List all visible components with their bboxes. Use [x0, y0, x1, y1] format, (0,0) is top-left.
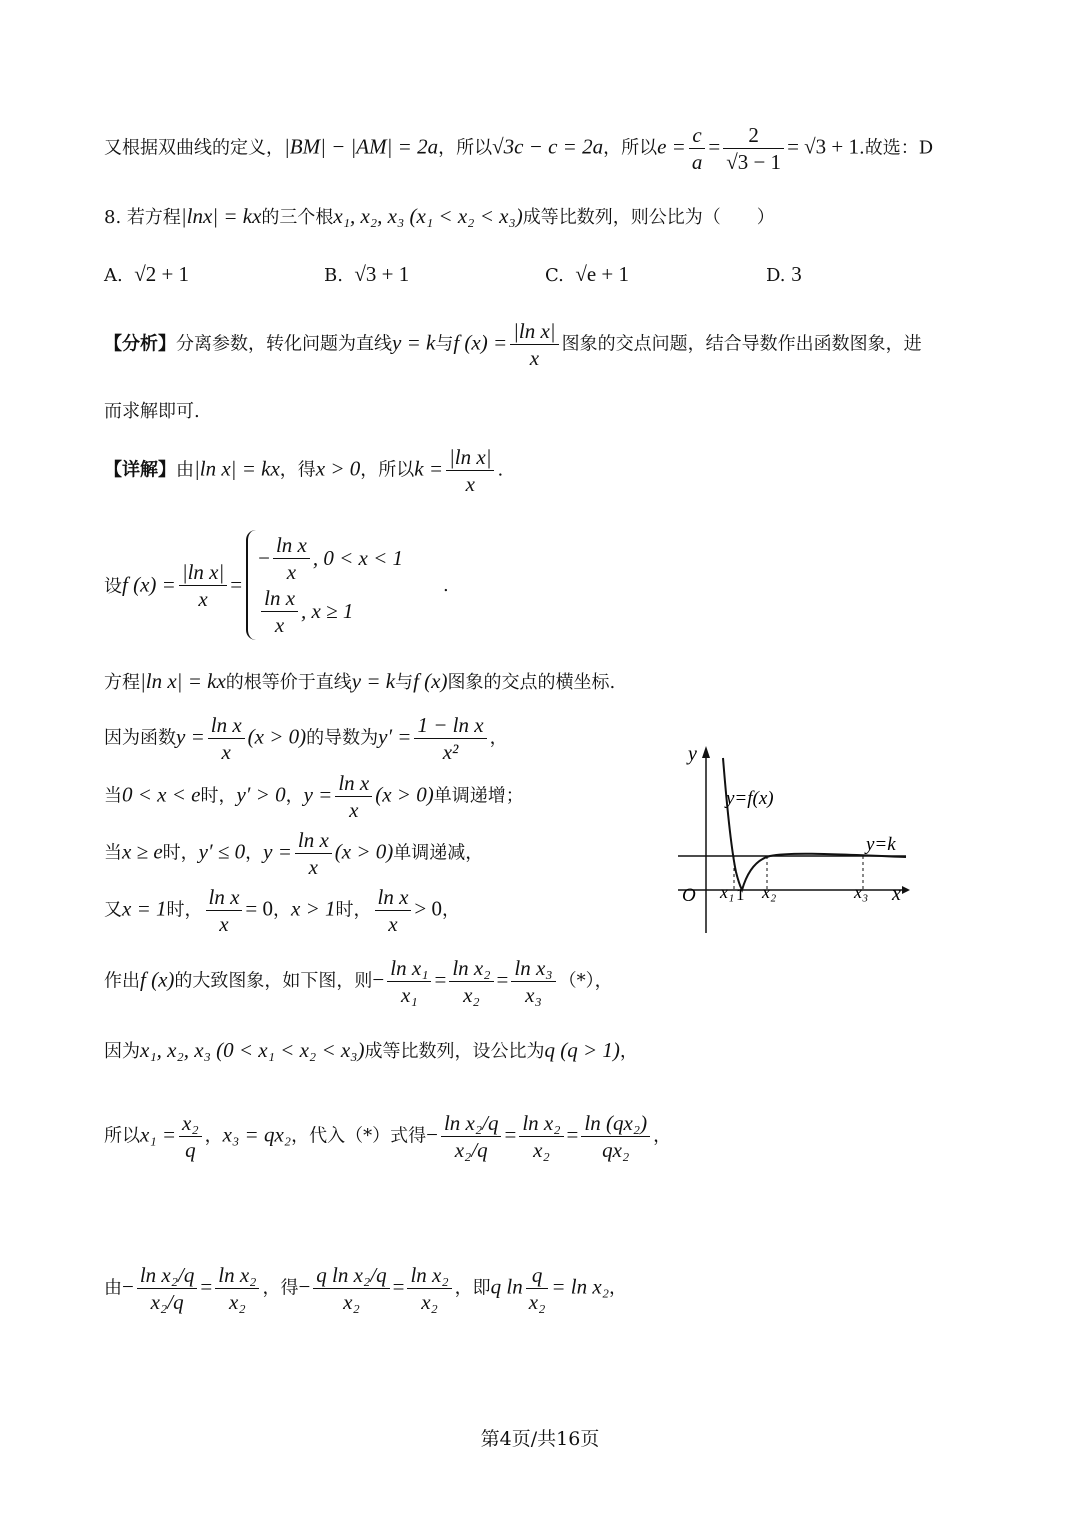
- page-footer: 第4页/共16页: [480, 1428, 600, 1450]
- text: ，所以: [603, 137, 658, 159]
- derivative-line: 因为函数y = $\frac{\text{ln x}}{x}$ (x > 0)的导数为y′ = $\frac{\text{1 − ln x}}{\text{x²}}$ ，: [104, 713, 508, 764]
- x-axis-arrow: [902, 886, 910, 894]
- fraction: $\frac{2}{√3 - 1}$: [723, 122, 784, 175]
- curve-f: [723, 758, 906, 890]
- formula: |lnx| = kx: [180, 204, 262, 228]
- option-a: A. √2 + 1: [104, 262, 190, 286]
- option-d: D. 3: [766, 262, 802, 286]
- piecewise-definition: 设f (x) = $\frac{\text{|ln x|}}{x}$ = − $\frac{\text{ln x}}{x}$ , 0 < x < 1 $\frac{\text{ln x}}{x}$ , x ≥ 1 .: [104, 530, 449, 640]
- graph-equation-line: 作出f (x)的大致图象，如下图，则− $\frac{\text{ln x₁}}{\text{x₁}}$ = $\frac{\text{ln x₂}}{\text{x₂}}$ = $\frac{\text{ln x₃}}{\text{x₃}}$ （*），: [104, 956, 613, 1007]
- increasing-line: 当0 < x < e时，y′ > 0，y = $\frac{\text{ln x}}{x}$ (x > 0)单调递增；: [104, 771, 524, 822]
- x1-label: x₁: [720, 882, 735, 902]
- function-graph: [670, 738, 920, 938]
- formula: e =: [657, 134, 686, 159]
- equivalence-line: 方程|ln x| = kx的根等价于直线y = k与f (x)图象的交点的横坐标.: [104, 669, 616, 693]
- text: 8. 若方程: [104, 207, 181, 228]
- final-derivation-line: 由− $\frac{\text{ln x₂/q}}{\text{x₂/q}}$ = $\frac{\text{ln x₂}}{\text{x₂}}$ ，得− $\frac{\text{q ln x₂/q}}{\text{x₂}}$ = $\frac{\text{ln x₂}}{\text{x₂}}$ ，即q ln $\frac{q}{\text{x₂}}$ = ln x₂，: [104, 1263, 628, 1314]
- formula: x₁, x₂, x₃ (x₁ < x₂ < x₃): [333, 204, 523, 228]
- geometric-sequence-line: 因为x₁, x₂, x₃ (0 < x₁ < x₂ < x₃)成等比数列，设公比为q (q > 1)，: [104, 1038, 638, 1062]
- detail-line: 【详解】由|ln x| = kx，得x > 0，所以k = $\frac{\text{|ln x|}}{x}$ .: [104, 445, 504, 496]
- text: 又根据双曲线的定义，: [104, 137, 284, 159]
- substitution-line: 所以x₁ = $\frac{\text{x₂}}{q}$ ，x₃ = qx₂，代入（*）式得− $\frac{\text{ln x₂/q}}{\text{x₂/q}}$ = $\frac{\text{ln x₂}}{\text{x₂}}$ = $\frac{\text{ln (qx₂)}}{\text{qx₂}}$ ，: [104, 1111, 672, 1162]
- x-axis-label: x: [892, 883, 901, 905]
- formula: = √3 + 1: [787, 134, 860, 159]
- fraction: $\frac{\text{|ln x|}}{x}$: [510, 318, 558, 371]
- line-label: y=k: [866, 834, 896, 855]
- text: 成等比数列，则公比为（ ）: [522, 207, 775, 228]
- analysis-line-1: 【分析】分离参数，转化问题为直线y = k与f (x) = $\frac{\text{|ln x|}}{x}$ 图象的交点问题，结合导数作出函数图象，进: [104, 319, 922, 370]
- analysis-tag: 【分析】: [104, 333, 176, 355]
- formula: √3c − c = 2a: [492, 134, 604, 159]
- y-axis-arrow: [702, 746, 710, 758]
- decreasing-line: 当x ≥ e时，y′ ≤ 0，y = $\frac{\text{ln x}}{x}$ (x > 0)单调递减，: [104, 828, 484, 879]
- hyperbola-conclusion-line: [104, 122, 933, 175]
- text: .故选：D: [859, 137, 934, 159]
- origin-label: O: [682, 885, 696, 906]
- text: 的三个根: [261, 207, 334, 228]
- detail-tag: 【详解】: [104, 459, 176, 481]
- question-8-stem: [104, 203, 775, 229]
- analysis-line-2: 而求解即可.: [104, 401, 200, 422]
- fraction: $\frac{\text{|ln x|}}{x}$: [446, 444, 494, 497]
- formula: |BM| − |AM| = 2a: [284, 134, 439, 159]
- fraction: $\frac{\text{|ln x|}}{x}$: [179, 559, 227, 612]
- x3-label: x₃: [854, 882, 869, 902]
- x2-label: x₂: [762, 882, 777, 902]
- fraction: $\frac{c}{a}$: [689, 122, 706, 175]
- piecewise-cases: − $\frac{\text{ln x}}{x}$ , 0 < x < 1 $\frac{\text{ln x}}{x}$ , x ≥ 1: [246, 530, 403, 640]
- option-b: B. √3 + 1: [324, 262, 410, 286]
- formula: =: [708, 134, 721, 159]
- option-c: C. √e + 1: [545, 262, 630, 286]
- y-axis-label: y: [688, 743, 697, 765]
- one-label: 1: [736, 885, 745, 904]
- zero-line: 又x = 1时， $\frac{\text{ln x}}{x}$ = 0，x > 1时， $\frac{\text{ln x}}{x}$ > 0，: [104, 885, 460, 936]
- curve-label: y=f(x): [726, 788, 774, 809]
- text: ，所以: [438, 137, 493, 159]
